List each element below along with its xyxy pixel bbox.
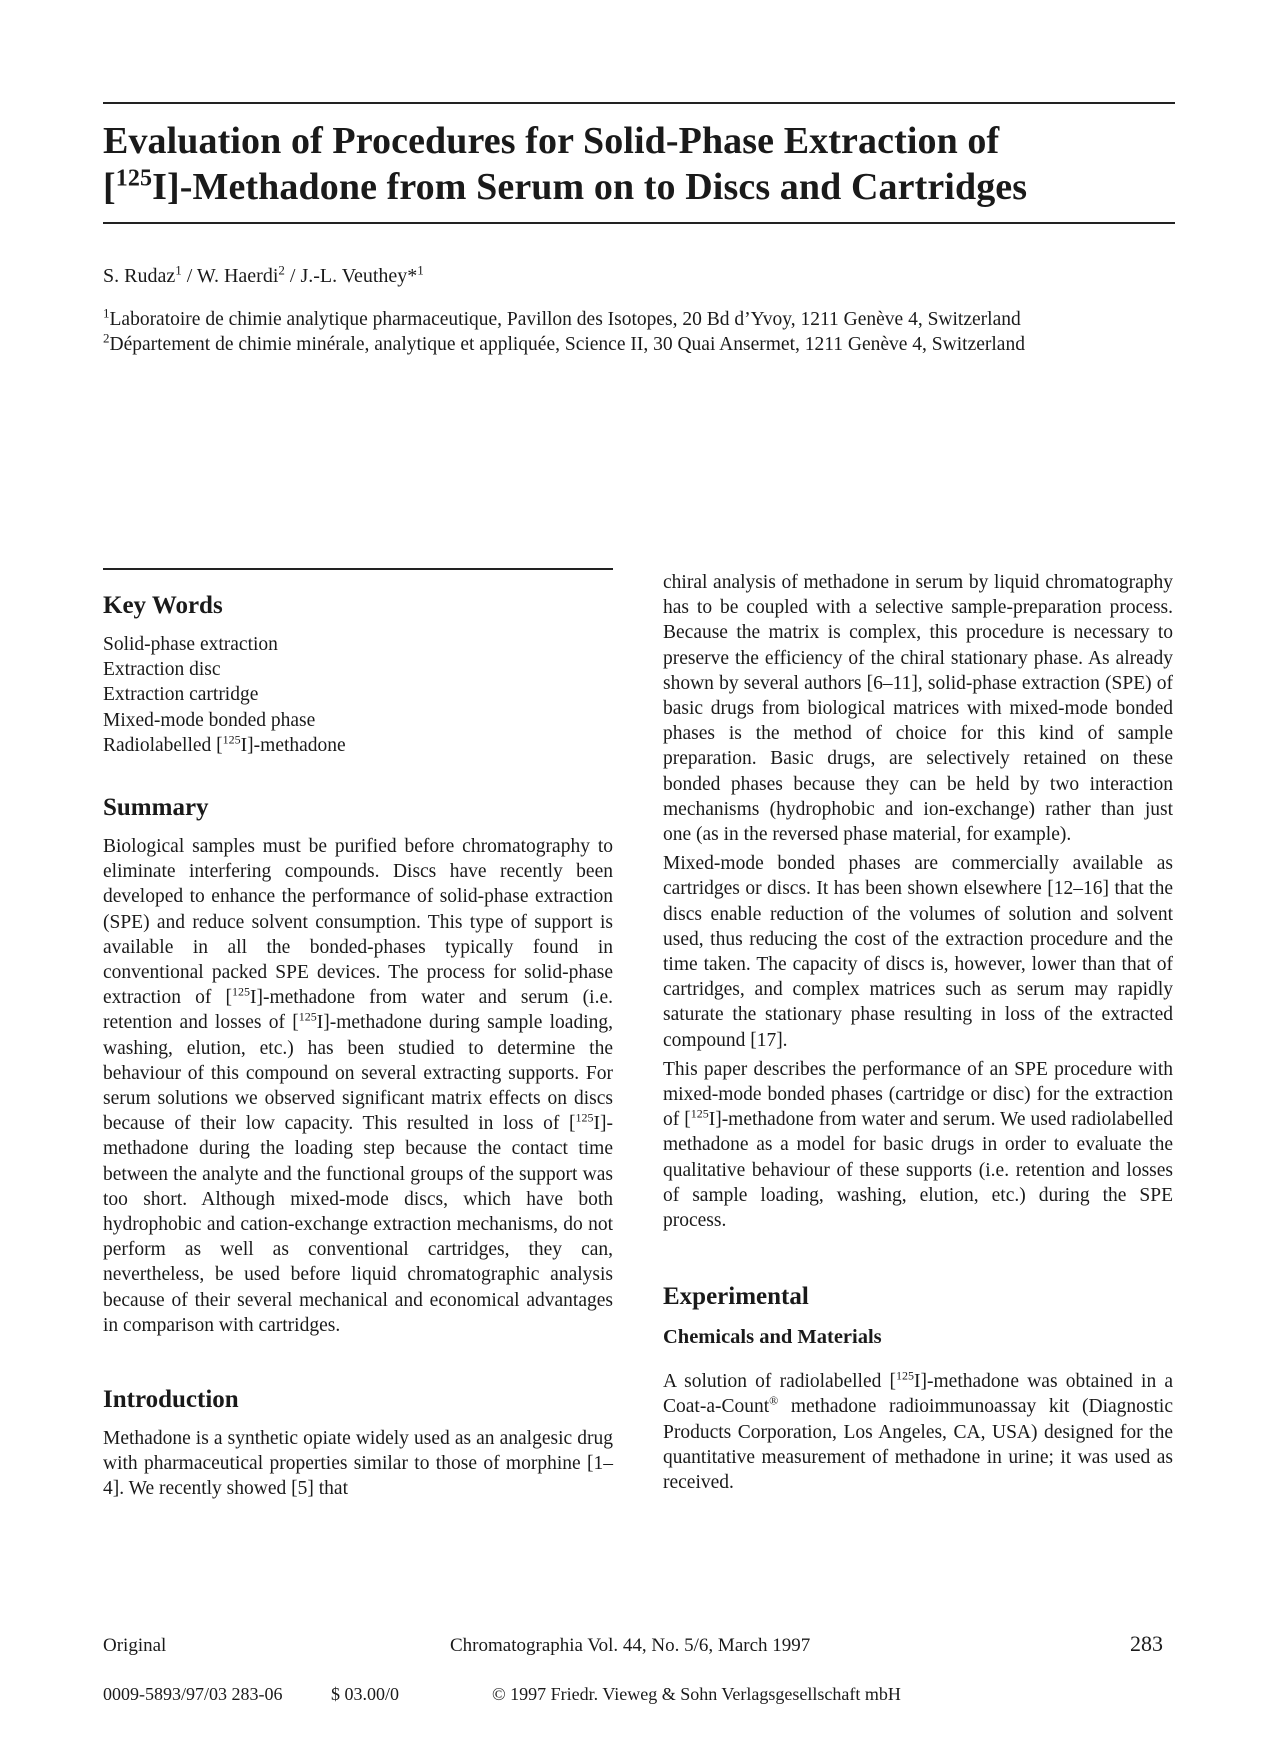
summary-heading: Summary	[103, 794, 209, 822]
keywords-list	[103, 632, 613, 758]
chemicals-heading: Chemicals and Materials	[663, 1326, 882, 1349]
summary-text: Biological samples must be purified before chromatography to eliminate interfering compounds. Discs have recently been developed to enhance the performance of solid-phase extraction (SPE) and reduce solvent consumption. This type of support is available in all the bonded-phases typically found in conventional packed SPE devices. The process for solid-phase extraction of [$^{125}$I]-methadone from water and serum (i.e. retention and losses of [$^{125}$I]-methadone during sample loading, washing, elution, etc.) has been studied to determine the behaviour of this compound on several extracting supports. For serum solutions we observed significant matrix effects on discs because of their low capacity. This resulted in loss of [$^{125}$I]-methadone during the loading step because the contact time between the analyte and the functional groups of the support was too short. Although mixed-mode discs, which have both hydrophobic and cation-exchange extraction mechanisms, do not perform as well as conventional cartridges, they can, nevertheless, be used before liquid chromatographic analysis because of their several mechanical and economical advantages in comparison with cartridges.	[103, 836, 613, 1336]
affiliation-2: $^2$Département de chimie minérale, analytique et appliquée, Science II, 30 Quai Ansermet, 1211 Genève 4, Switzerland	[103, 330, 1025, 355]
title-top-rule	[103, 102, 1175, 104]
body-paragraph-2: Mixed-mode bonded phases are commercially available as cartridges or discs. It has been shown elsewhere [12–16] that the discs enable reduction of the volumes of solution and solvent used, thus reducing the cost of the extraction procedure and the time taken. The capacity of discs is, however, lower than that of cartridges, and complex matrices such as serum may rapidly saturate the stationary phase resulting in loss of the extracted compound [17].	[663, 853, 1173, 1051]
author-list: S. Rudaz$^1$ / W. Haerdi$^2$ / J.-L. Veuthey*$^1$	[103, 262, 424, 287]
footer-journal: Chromatographia Vol. 44, No. 5/6, March 1997	[450, 1635, 811, 1656]
keyword-item: Radiolabelled [$^{125}$I]-methadone	[103, 732, 346, 756]
author-veuthey: J.-L. Veuthey*	[300, 265, 418, 287]
introduction-heading: Introduction	[103, 1386, 239, 1414]
experimental-heading: Experimental	[663, 1283, 809, 1311]
article-title	[103, 118, 1175, 210]
author-rudaz: S. Rudaz	[103, 265, 176, 287]
body-paragraph-3: This paper describes the performance of an SPE procedure with mixed-mode bonded phases (cartridge or disc) for the extraction of [$^{125}$I]-methadone from water and serum. We used radiolabelled methadone as a model for basic drugs in order to evaluate the qualitative behaviour of these supports (i.e. retention and losses of sample loading, washing, elution, etc.) during the SPE process.	[663, 1058, 1173, 1232]
right-column	[663, 570, 1173, 1495]
title-line-1: Evaluation of Procedures for Solid-Phase Extraction of	[103, 120, 1000, 162]
footer-copyright: © 1997 Friedr. Vieweg & Sohn Verlagsgesellschaft mbH	[492, 1684, 901, 1704]
affiliations	[103, 307, 1183, 357]
introduction-text: Methadone is a synthetic opiate widely used as an analgesic drug with pharmaceutical properties similar to those of morphine [1–4]. We recently showed [5] that	[103, 1428, 613, 1500]
footer-issn-code: 0009-5893/97/03 283-06	[103, 1684, 283, 1704]
footer-price: $ 03.00/0	[331, 1684, 400, 1704]
left-column	[103, 568, 613, 1502]
keywords-heading: Key Words	[103, 592, 223, 619]
title-line-2: [$^{125}$I]-Methadone from Serum on to Discs and Cartridges	[103, 165, 1028, 208]
body-paragraph-4: A solution of radiolabelled [$^{125}$I]-methadone was obtained in a Coat-a-Count® methadone radioimmunoassay kit (Diagnostic Products Corporation, Los Angeles, CA, USA) designed for the quantitative measurement of methadone in urine; it was used as received.	[663, 1368, 1174, 1494]
body-paragraph-1: chiral analysis of methadone in serum by liquid chromatography has to be coupled with a selective sample-preparation process. Because the matrix is complex, this procedure is necessary to preserve the efficiency of the chiral stationary phase. As already shown by several authors [6–11], solid-phase extraction (SPE) of basic drugs from biological matrices with mixed-mode bonded phases is the method of choice for this kind of sample preparation. Basic drugs, are selectively retained on these bonded phases because they can be held by two interaction mechanisms (hydrophobic and ion-exchange) rather than just one (as in the reversed phase material, for example).	[663, 572, 1173, 846]
author-haerdi: W. Haerdi	[196, 265, 279, 287]
footer-article-type: Original	[103, 1635, 167, 1656]
keyword-item: Mixed-mode bonded phase	[103, 709, 316, 731]
page-number: 283	[1130, 1631, 1163, 1656]
keyword-item: Solid-phase extraction	[103, 634, 278, 655]
title-bottom-rule	[103, 222, 1175, 224]
keyword-item: Extraction cartridge	[103, 684, 259, 706]
affiliation-1: $^1$Laboratoire de chimie analytique pharmaceutique, Pavillon des Isotopes, 20 Bd d’Yvoy, 1211 Genève 4, Switzerland	[103, 305, 1021, 330]
keyword-item: Extraction disc	[103, 659, 221, 681]
